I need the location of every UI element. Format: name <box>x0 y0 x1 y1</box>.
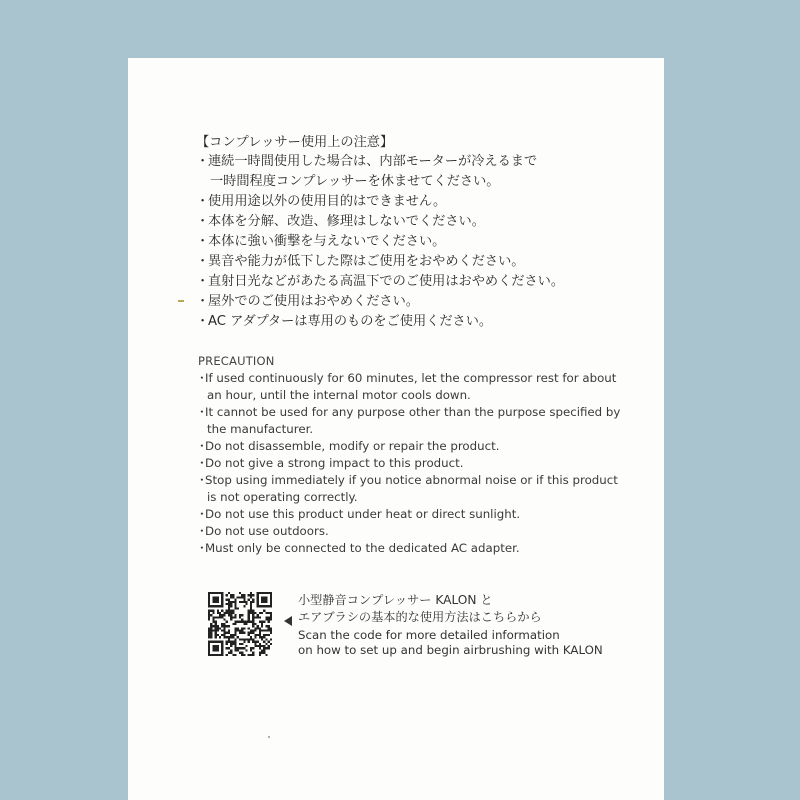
qr-caption-jp-line2: エアブラシの基本的な使用方法はこちらから <box>298 610 542 624</box>
paper-speck <box>178 300 184 302</box>
list-item <box>198 472 620 506</box>
list-item <box>196 152 564 192</box>
list-item-text: 異音や能力が低下した際はご使用をおやめください。 <box>208 254 525 269</box>
list-item-text: 使用用途以外の使用目的はできません。 <box>208 194 447 209</box>
list-item-text: AC アダプターは専用のものをご使用ください。 <box>208 314 493 329</box>
list-item-continuation: 一時間程度コンプレッサーを休ませてください。 <box>210 174 500 189</box>
list-item-text: 本体を分解、改造、修理はしないでください。 <box>208 214 485 229</box>
list-item-continuation: an hour, until the internal motor cools down. <box>207 388 471 402</box>
pointer-arrow-icon <box>284 616 292 626</box>
list-item <box>196 252 564 272</box>
qr-caption <box>298 592 603 658</box>
qr-caption-en-line2: on how to set up and begin airbrushing with KALON <box>298 643 603 657</box>
qr-code-icon[interactable] <box>208 592 272 656</box>
list-item-text: Do not disassemble, modify or repair the product. <box>205 439 500 453</box>
list-item <box>196 232 564 252</box>
japanese-heading: 【コンプレッサー使用上の注意】 <box>196 135 394 150</box>
list-item-text: Do not use outdoors. <box>205 524 329 538</box>
list-item <box>196 312 564 332</box>
list-item-text: 屋外でのご使用はおやめください。 <box>208 294 419 309</box>
list-item-text: If used continuously for 60 minutes, let the compressor rest for about <box>205 371 617 385</box>
list-item <box>196 292 564 312</box>
list-item-continuation: the manufacturer. <box>207 422 314 436</box>
qr-caption-en-line1: Scan the code for more detailed information <box>298 628 560 642</box>
list-item <box>198 370 620 404</box>
list-item-text: 直射日光などがあたる高温下でのご使用はおやめください。 <box>208 274 565 289</box>
instruction-sheet <box>128 58 664 800</box>
list-item-text: 連続一時間使用した場合は、内部モーターが冷えるまで <box>208 154 538 169</box>
list-item <box>198 523 620 540</box>
list-item-text: 本体に強い衝撃を与えないでください。 <box>208 234 446 249</box>
list-item <box>196 192 564 212</box>
english-precaution-list <box>198 370 620 557</box>
list-item-text: Must only be connected to the dedicated AC adapter. <box>205 541 520 555</box>
list-item <box>196 272 564 292</box>
list-item <box>198 540 620 557</box>
list-item-text: Do not give a strong impact to this product. <box>205 456 464 470</box>
list-item <box>198 506 620 523</box>
paper-dot <box>268 736 270 738</box>
list-item-text: Stop using immediately if you notice abnormal noise or if this product <box>205 473 618 487</box>
list-item-text: Do not use this product under heat or direct sunlight. <box>205 507 521 521</box>
list-item-continuation: is not operating correctly. <box>207 490 358 504</box>
japanese-precaution-list <box>196 152 564 332</box>
list-item <box>196 212 564 232</box>
qr-caption-jp-line1: 小型静音コンプレッサー KALON と <box>298 593 493 607</box>
english-heading: PRECAUTION <box>198 354 275 368</box>
list-item <box>198 404 620 438</box>
list-item <box>198 438 620 455</box>
list-item-text: It cannot be used for any purpose other than the purpose specified by <box>205 405 621 419</box>
list-item <box>198 455 620 472</box>
